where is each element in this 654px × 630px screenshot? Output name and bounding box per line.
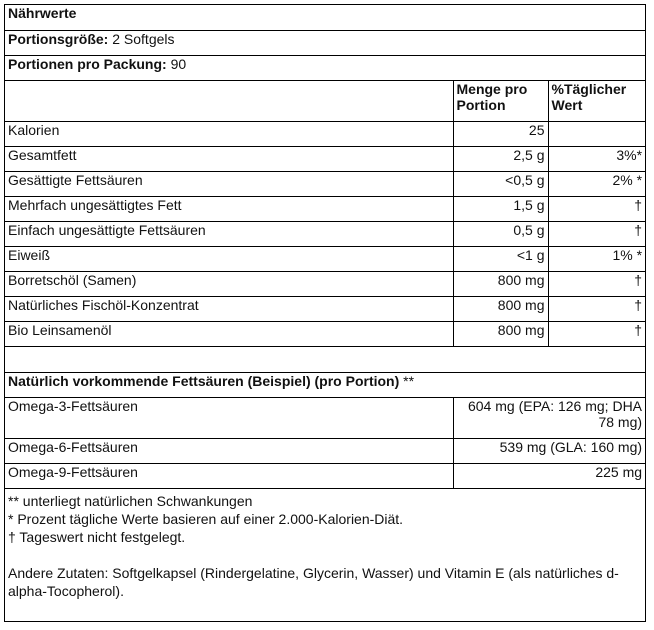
- footnote-line: ** unterliegt natürlichen Schwankungen: [8, 492, 253, 509]
- nutrition-table: [5, 5, 645, 489]
- nutrient-name: Einfach ungesättigte Fettsäuren: [5, 221, 453, 246]
- table-row: [5, 246, 645, 271]
- nutrient-daily-value: †: [548, 321, 645, 346]
- nutrition-facts-panel: [4, 4, 646, 622]
- panel-title: Nährwerte: [5, 5, 645, 30]
- fatty-acids-heading: Natürlich vorkommende Fettsäuren (Beispiel) (pro Portion): [8, 372, 400, 389]
- nutrient-amount: <0,5 g: [453, 171, 548, 196]
- column-header-blank: [5, 80, 453, 121]
- nutrient-amount: 25: [453, 121, 548, 146]
- nutrient-daily-value: [548, 121, 645, 146]
- column-header-daily-value: %Täglicher Wert: [548, 80, 645, 121]
- nutrient-daily-value: †: [548, 196, 645, 221]
- fatty-acids-heading-mark: **: [399, 372, 415, 389]
- nutrient-name: Bio Leinsamenöl: [5, 321, 453, 346]
- nutrient-amount: 800 mg: [453, 271, 548, 296]
- servings-per-pack-label: Portionen pro Packung:: [8, 55, 167, 72]
- nutrient-daily-value: †: [548, 221, 645, 246]
- table-row: [5, 397, 645, 438]
- nutrient-name: Gesamtfett: [5, 146, 453, 171]
- title-row: [5, 5, 645, 30]
- nutrient-name: Mehrfach ungesättigtes Fett: [5, 196, 453, 221]
- column-header-row: [5, 80, 645, 121]
- spacer-row: [5, 346, 645, 372]
- nutrient-amount: <1 g: [453, 246, 548, 271]
- table-row: [5, 271, 645, 296]
- table-row: [5, 321, 645, 346]
- column-header-amount: Menge pro Portion: [453, 80, 548, 121]
- nutrient-amount: 800 mg: [453, 296, 548, 321]
- nutrient-amount: 800 mg: [453, 321, 548, 346]
- table-row: [5, 121, 645, 146]
- fatty-acid-amount: 225 mg: [453, 463, 645, 488]
- ingredients-text: Andere Zutaten: Softgelkapsel (Rindergelatine, Glycerin, Wasser) und Vitamin E (als natürliches d-alpha-Tocopherol).: [8, 564, 619, 599]
- fatty-acid-amount: 604 mg (EPA: 126 mg; DHA 78 mg): [453, 397, 645, 438]
- nutrient-name: Natürliches Fischöl-Konzentrat: [5, 296, 453, 321]
- servings-per-pack-row: [5, 55, 645, 80]
- fatty-acid-name: Omega-3-Fettsäuren: [5, 397, 453, 438]
- nutrient-daily-value: †: [548, 296, 645, 321]
- serving-size-label: Portionsgröße:: [8, 30, 109, 47]
- serving-size-value: 2 Softgels: [112, 30, 175, 47]
- footnotes-section: [5, 489, 645, 600]
- footnote-gap: [8, 546, 642, 564]
- table-row: [5, 438, 645, 463]
- footnote-line: * Prozent tägliche Werte basieren auf einer 2.000-Kalorien-Diät.: [8, 510, 404, 527]
- nutrient-name: Kalorien: [5, 121, 453, 146]
- servings-per-pack-value: 90: [170, 55, 187, 72]
- serving-size-row: [5, 30, 645, 55]
- table-row: [5, 296, 645, 321]
- nutrient-daily-value: 1% *: [548, 246, 645, 271]
- nutrient-amount: 0,5 g: [453, 221, 548, 246]
- fatty-acid-amount: 539 mg (GLA: 160 mg): [453, 438, 645, 463]
- nutrient-daily-value: 2% *: [548, 171, 645, 196]
- nutrient-daily-value: †: [548, 271, 645, 296]
- fatty-acid-name: Omega-6-Fettsäuren: [5, 438, 453, 463]
- nutrient-amount: 2,5 g: [453, 146, 548, 171]
- nutrient-name: Borretschöl (Samen): [5, 271, 453, 296]
- footnote-line: † Tageswert nicht festgelegt.: [8, 528, 186, 545]
- table-row: [5, 196, 645, 221]
- nutrient-amount: 1,5 g: [453, 196, 548, 221]
- table-row: [5, 146, 645, 171]
- nutrient-name: Eiweiß: [5, 246, 453, 271]
- table-row: [5, 463, 645, 488]
- table-row: [5, 171, 645, 196]
- table-row: [5, 221, 645, 246]
- nutrient-daily-value: 3%*: [548, 146, 645, 171]
- fatty-acids-heading-row: [5, 372, 645, 397]
- fatty-acid-name: Omega-9-Fettsäuren: [5, 463, 453, 488]
- nutrient-name: Gesättigte Fettsäuren: [5, 171, 453, 196]
